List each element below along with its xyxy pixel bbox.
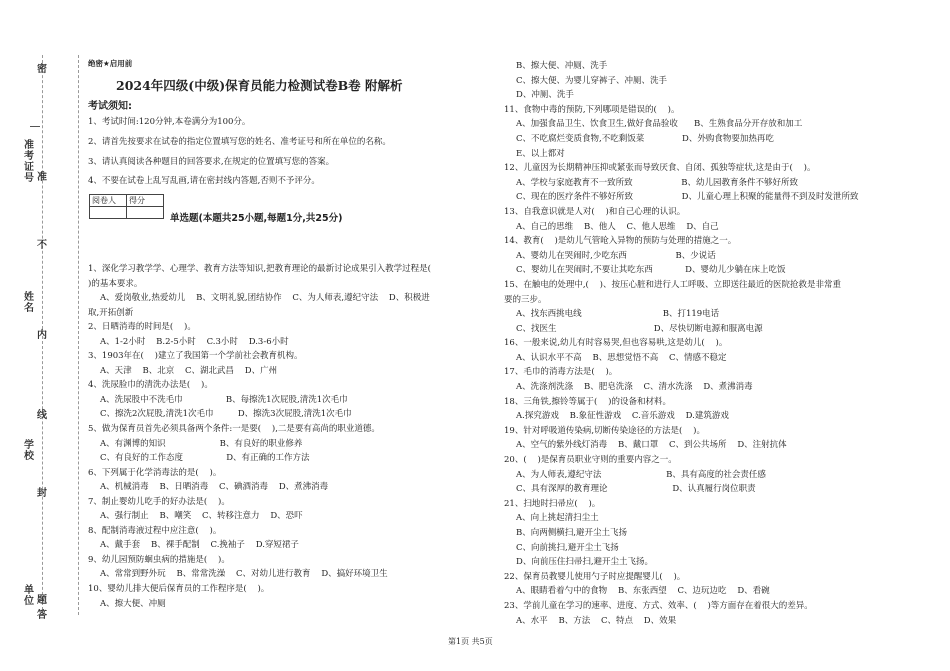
question-line: 11、食物中毒的预防,下列哪项是错误的( )。 bbox=[504, 104, 680, 115]
question-line: A、常常到野外玩 B、常常洗澡 C、对幼儿进行教育 D、搞好环境卫生 bbox=[100, 569, 388, 580]
question-line: C、婴幼儿在哭闹时,不要让其吃东西 D、婴幼儿少躺在床上吃饭 bbox=[516, 265, 786, 276]
question-line: A、认识水平不高 B、思想觉悟不高 C、情感不稳定 bbox=[516, 352, 727, 363]
notice-item-1: 1、考试时间:120分钟,本卷满分为100分。 bbox=[88, 117, 251, 127]
notice-item-3: 3、请认真阅读各种题目的回答要求,在规定的位置填写您的答案。 bbox=[88, 157, 335, 167]
candidate-number-blank[interactable] bbox=[30, 126, 40, 127]
margin-tick-5: 不 bbox=[37, 240, 47, 251]
question-line: D、向前压住扫帚扫,避开尘土飞扬。 bbox=[516, 557, 654, 568]
candidate-number-label: 准考证号 bbox=[24, 140, 34, 184]
question-line: C、现在的医疗条件不够好所致 D、儿童心理上积聚的能量得不到及时发泄所致 bbox=[516, 192, 859, 203]
score-label: 得分 bbox=[127, 195, 164, 207]
question-line: 21、扫地时扫帚应( )。 bbox=[504, 498, 601, 509]
question-line: 22、保育员教婴儿使用勺子时应提醒婴儿( )。 bbox=[504, 571, 686, 582]
question-line: A、天津 B、北京 C、湖北武昌 D、广州 bbox=[100, 365, 278, 376]
question-line: )的基本要求。 bbox=[88, 278, 143, 289]
question-line: 要的三步。 bbox=[504, 294, 547, 305]
left-column bbox=[88, 262, 488, 611]
notice-item-4: 4、不要在试卷上乱写乱画,请在密封线内答题,否则不予评分。 bbox=[88, 176, 320, 186]
page-footer: 第1页 共5页 bbox=[448, 637, 493, 646]
question-line: C、具有深厚的教育理论 D、认真履行岗位职责 bbox=[516, 484, 756, 495]
name-label: 姓名 bbox=[24, 292, 34, 314]
question-line: C、擦大便、为婴儿穿裤子、冲厕、洗手 bbox=[516, 75, 668, 86]
section-heading: 单选题(本题共25小题,每题1分,共25分) bbox=[170, 213, 343, 224]
question-line: A、向上挑起清扫尘土 bbox=[516, 513, 599, 524]
question-line: 5、做为保育员首先必须具备两个条件:一是要( ),二是要有高尚的职业道德。 bbox=[88, 424, 380, 435]
question-line: C、有良好的工作态度 D、有正确的工作方法 bbox=[100, 453, 310, 464]
question-line: A、强行制止 B、嘲笑 C、转移注意力 D、恐吓 bbox=[100, 511, 303, 522]
question-line: 2、日晒消毒的时间是( )。 bbox=[88, 322, 196, 333]
margin-tick-6: 准 bbox=[37, 172, 47, 183]
unit-label: 单位 bbox=[24, 585, 34, 607]
margin-tick-7: 答 bbox=[37, 610, 47, 621]
question-line: 6、下列属于化学消毒法的是( )。 bbox=[88, 467, 222, 478]
margin-tick-1: 密 bbox=[37, 64, 47, 75]
question-line: 23、学前儿童在学习的速率、进度、方式、效率、( )等方面存在着很大的差异。 bbox=[504, 600, 813, 611]
grader-cell[interactable] bbox=[90, 207, 127, 219]
question-line: A、加强食品卫生、饮食卫生,做好食品验收 B、生熟食品分开存放和加工 bbox=[516, 119, 803, 130]
question-line: A、找东西挑电线 B、打119电话 bbox=[516, 309, 720, 320]
question-line: C、找医生 D、尽快切断电源和服离电源 bbox=[516, 323, 763, 334]
question-line: D、冲厕、洗手 bbox=[516, 90, 574, 101]
question-line: A、洗涤剂洗涤 B、肥皂洗涤 C、清水洗涤 D、煮沸消毒 bbox=[516, 382, 753, 393]
margin-tick-3: 线 bbox=[37, 410, 47, 421]
question-line: C、不吃腐烂变质食物,不吃剩饭菜 D、外购食物要加热再吃 bbox=[516, 133, 774, 144]
question-line: A、学校与家庭教育不一致所致 B、幼儿园教育条件不够好所致 bbox=[516, 177, 799, 188]
school-label: 学校 bbox=[24, 440, 34, 462]
page-title: 2024年四级(中级)保育员能力检测试卷B卷 附解析 bbox=[116, 78, 403, 93]
question-line: 4、洗尿脸巾的清洗办法是( )。 bbox=[88, 380, 213, 391]
question-line: A、有渊博的知识 B、有良好的职业修养 bbox=[100, 438, 303, 449]
question-line: 18、三角铁,擦铃等属于( )的设备和材料。 bbox=[504, 396, 671, 407]
question-line: A、为人师表,遵纪守法 B、具有高度的社会责任感 bbox=[516, 469, 766, 480]
question-line: 19、针对呼吸道传染病,切断传染途径的方法是( )。 bbox=[504, 425, 705, 436]
question-line: 9、幼儿园预防蛔虫病的措施是( )。 bbox=[88, 554, 230, 565]
score-cell[interactable] bbox=[127, 207, 164, 219]
question-line: A、洗尿股中不洗毛巾 B、每擦洗1次屁股,清洗1次毛巾 bbox=[100, 394, 348, 405]
question-line: C、向前挑扫,避开尘土飞扬 bbox=[516, 542, 619, 553]
question-line: 8、配制消毒液过程中应注意( )。 bbox=[88, 525, 222, 536]
question-line: A、自己的思维 B、他人 C、他人思维 D、自己 bbox=[516, 221, 719, 232]
notice-heading: 考试须知: bbox=[88, 101, 132, 112]
binding-line-inner bbox=[78, 55, 79, 615]
question-line: A、戴手套 B、裸手配制 C.挽袖子 D.穿短裙子 bbox=[100, 540, 299, 551]
score-box bbox=[89, 194, 164, 219]
right-column bbox=[504, 59, 924, 628]
question-line: A、眼睛看着勺中的食物 B、东张西望 C、边玩边吃 D、看碗 bbox=[516, 586, 770, 597]
question-line: A、1-2小时 B.2-5小时 C.3小时 D.3-6小时 bbox=[100, 336, 289, 347]
question-line: 20、( )是保育员职业守则的重要内容之一。 bbox=[504, 455, 677, 466]
question-line: 16、一般来说,幼儿有时容易哭,但也容易哄,这是幼儿( )。 bbox=[504, 338, 728, 349]
question-line: 1、深化学习教学学、心理学、教育方法等知识,把教育理论的最新讨论成果引入教学过程是( bbox=[88, 264, 431, 274]
question-line: 15、在触电的处理中,( )、按压心脏和进行人工呼吸、立即送往最近的医院抢救是非常重 bbox=[504, 279, 841, 290]
margin-tick-4: 内 bbox=[37, 330, 47, 341]
question-line: A.探究游戏 B.象征性游戏 C.音乐游戏 D.建筑游戏 bbox=[516, 411, 729, 422]
question-line: A、空气的紫外线灯消毒 B、戴口罩 C、到公共场所 D、注射抗体 bbox=[516, 440, 787, 451]
margin-tick-8: 题 bbox=[37, 595, 47, 606]
question-line: B、擦大便、冲厕、洗手 bbox=[516, 61, 608, 71]
question-line: A、擦大便、冲厕 bbox=[100, 598, 166, 609]
question-line: A、婴幼儿在哭闹时,少吃东西 B、少说话 bbox=[516, 250, 716, 261]
question-line: 7、制止婴幼儿吃手的好办法是( )。 bbox=[88, 496, 230, 507]
question-line: 3、1903年在( )建立了我国第一个学前社会教育机构。 bbox=[88, 351, 303, 362]
question-line: C、擦洗2次屁股,清洗1次毛巾 D、擦洗3次屁股,清洗1次毛巾 bbox=[100, 409, 352, 420]
question-line: A、机械消毒 B、日晒消毒 C、碘酒消毒 D、煮沸消毒 bbox=[100, 482, 329, 493]
grader-label: 阅卷人 bbox=[90, 195, 127, 207]
notice-item-2: 2、请首先按要求在试卷的指定位置填写您的姓名、准考证号和所在单位的名称。 bbox=[88, 137, 391, 147]
question-line: E、以上都对 bbox=[516, 148, 565, 159]
question-line: B、向两侧横扫,避开尘土飞扬 bbox=[516, 528, 627, 538]
question-line: A、水平 B、方法 C、特点 D、效果 bbox=[516, 615, 677, 626]
margin-tick-2: 封 bbox=[37, 488, 47, 499]
question-line: 取,开拓创新 bbox=[88, 307, 134, 318]
question-line: 13、自我意识就是人对( )和自己心理的认识。 bbox=[504, 206, 686, 217]
question-line: 12、儿童因为长期精神压抑或紧张而导致厌食、自闭、孤独等症状,这是由于( )。 bbox=[504, 163, 816, 174]
question-line: 17、毛巾的消毒方法是( )。 bbox=[504, 367, 618, 378]
question-line: A、爱岗敬业,热爱幼儿 B、文明礼貌,团结协作 C、为人师表,遵纪守法 D、积极进 bbox=[100, 293, 430, 304]
secret-mark: 绝密★启用前 bbox=[88, 59, 133, 68]
question-line: 10、婴幼儿排大便后保育员的工作程序是( )。 bbox=[88, 584, 270, 595]
question-line: 14、教育( )是幼儿气管呛入异物的预防与处理的措施之一。 bbox=[504, 236, 737, 247]
